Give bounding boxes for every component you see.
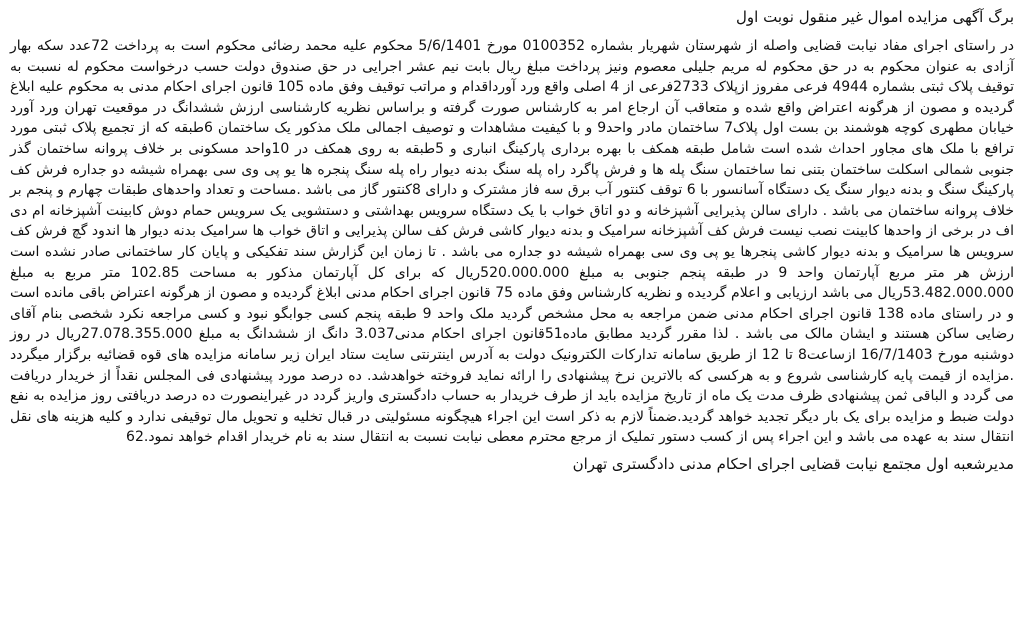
notice-signature: مدیرشعبه اول مجتمع نیابت قضایی اجرای احکام مدنی دادگستری تهران <box>572 454 1014 473</box>
notice-body: در راستای اجرای مفاد نیابت قضایی واصله از شهرستان شهریار بشماره 0100352 مورخ 5/6/1401 محکوم علیه محمد رضائی محکوم است به پرداخت 72عدد سکه بهار آزادی به عنوان محکوم به در حق محکوم له مریم جلیلی معصوم ونیز پرداخت مبلغ ریال بابت نیم عشر اجرایی در حق صندوق دولت حسب درخواست محکوم له نسبت به توقیف پلاک ثبتی بشماره 4944 فرعی مفروز ازپلاک 2733فرعی از 4 اصلی واقع ورد آورداقدام و مراتب توقیف وفق ماده 105 قانون اجرای احکام مدنی به محکوم علیه ابلاغ گردیده و مصون از هرگونه اعتراض واقع شده و متعاقب آن ارجاع امر به کارشناس صورت گرفته و براساس نظریه کارشناسی ارزش ششدانگ در موقعیت تهران ورد آورد خیابان مطهری کوچه هوشمند بن بست اول پلاک7 ساختمان مادر واحد9 و با کیفیت مشاهدات و توصیف اجمالی ملک مذکور یک ساختمان 6طبقه که از تجمیع پلاک ثبتی مورد ترافع با ملک های مجاور احداث شده است شامل طبقه همکف با بهره برداری پارکینگ انباری و 5طبقه به روی همکف در 10واحد مسکونی بر خلاف پروانه ساختمان گذر جنوبی شمالی اسکلت ساختمان بتنی نما ساختمان سنگ پله ها و فرش پاگرد راه پله سنگ بدنه دیوار راه پله سنگ پنجره ها یو پی وی سی بهمراه شیشه دو جداره فرش کف پارکینگ سنگ و بدنه دیوار سنگ یک دستگاه آسانسور با 6 توقف کنتور آب برق سه فاز مشترک و دارای 8کنتور گاز می باشد .مساحت و تعداد واحدهای طبقات چهارم و پنجم بر خلاف پروانه ساختمان می باشد . دارای سالن پذیرایی آشپزخانه و دو اتاق خواب با یک دستگاه سرویس بهداشتی و دستشویی یک سرویس حمام دوش کابینت آشپزخانه ام دی اف در برخی از واحدها کابینت نصب نیست فرش کف آشپزخانه سرامیک و بدنه دیوار کاشی فرش کف سالن پذیرایی و اتاق خواب ها سرامیک بدنه دیوار ها اندود گچ فرش کف سرویس ها سرامیک و بدنه دیوار کاشی پنجرها یو پی وی سی بهمراه شیشه دو جداره می باشد . تا زمان این گزارش سند تفکیکی و پایان کار ساختمانی صادر نشده است ارزش هر متر مربع آپارتمان واحد 9 در طبقه پنجم جنوبی به مبلغ 520.000.000ریال که برای کل آپارتمان مذکور به مساحت 102.85 متر مربع به مبلغ 53.482.000.000ریال می باشد ارزیابی و اعلام گردیده و نظریه کارشناس وفق ماده 75 قانون اجرای احکام مدنی ابلاغ گردیده و مصون از هرگونه اعتراض باقی مانده است و در راستای ماده 138 قانون اجرای احکام مدنی ضمن مراجعه به محل مشخص گردید ملک واحد 9 طبقه پنجم کسی جوابگو نبود و کسی مراجعه نکرد شخصی بنام آقای رضایی ساکن هستند و ایشان مالک می باشد . لذا مقرر گردید مطابق ماده51قانون اجرای احکام مدنی3.037 دانگ از ششدانگ به مبلغ 27.078.355.000ریال در روز دوشنبه مورخ 16/7/1403 ازساعت8 تا 12 از طریق سامانه تدارکات الکترونیک دولت به آدرس اینترنتی سایت ستاد ایران زیر سامانه مزایده های قوه قضائیه برگزار میگردد .مزایده از قیمت پایه کارشناسی شروع و به هرکسی که بالاترین نرخ پیشنهادی را ارائه نماید فروخته خواهدشد. ده درصد مورد پیشنهادی فی المجلس نقداً از خریدار دریافت می گردد و الباقی ثمن پیشنهادی ظرف مدت یک ماه از تاریخ مزایده باید از طرف خریدار به حساب دادگستری واریز گردد در غیراینصورت ده درصد دریافتی روز مزایده به نفع دولت ضبط و مزایده برای یک بار دیگر تجدید خواهد گردید.ضمناً لازم به ذکر است این اجراء هیچگونه مسئولیتی در قبال تخلیه و تحویل مال توقیفی ندارد و کلیه هزینه های نقل انتقال سند به عهده می باشد و این اجراء پس از کسب دستور تملیک از مرجع محترم معطی نیابت نسبت به انتقال سند به نام خریدار اقدام خواهد نمود.62 <box>10 38 1015 446</box>
notice-title: برگ آگهی مزایده اموال غیر منقول نوبت اول <box>736 8 1014 26</box>
